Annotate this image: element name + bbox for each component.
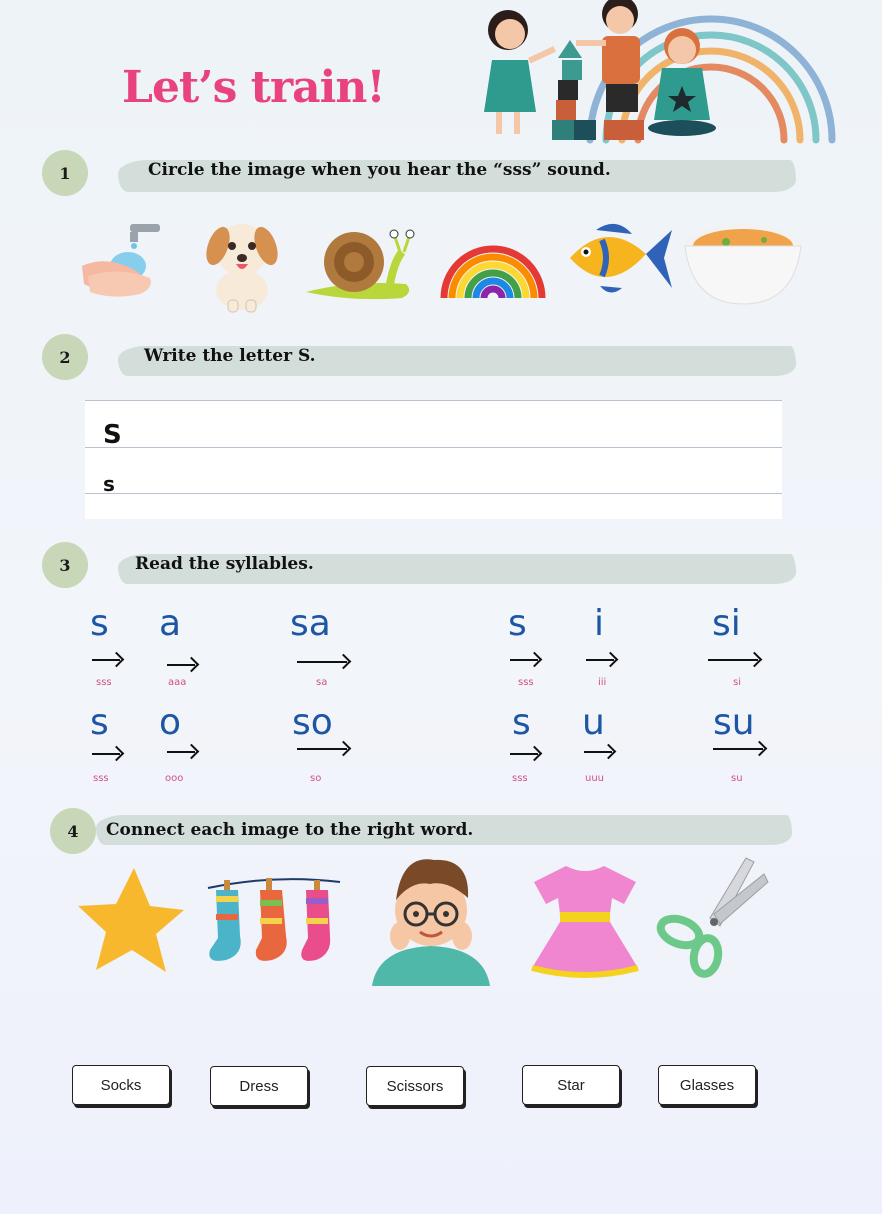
arrow-right-icon [167, 664, 195, 666]
sound-uuu: uuu [585, 773, 605, 784]
letter-s: s [508, 603, 527, 644]
writing-line-bottom [85, 493, 782, 494]
sound-sss: sss [93, 773, 109, 784]
arrow-right-icon [297, 748, 347, 750]
arrow-right-icon [92, 753, 120, 755]
sound-iii: iii [598, 677, 607, 688]
sound-sss: sss [518, 677, 534, 688]
writing-area[interactable] [85, 400, 782, 519]
letter-i: i [594, 603, 605, 644]
word-socks-button[interactable]: Socks [72, 1065, 170, 1105]
boy-glasses-icon[interactable] [368, 850, 494, 990]
section-4-badge: 4 [50, 808, 96, 854]
sound-sss: sss [512, 773, 528, 784]
syllable-su: su [713, 702, 755, 743]
girl-left-icon [484, 10, 556, 134]
puppy-icon[interactable] [198, 214, 286, 314]
girl-right-icon [648, 28, 716, 136]
letter-s: s [90, 702, 109, 743]
arrow-right-icon [708, 659, 758, 661]
arrow-right-icon [167, 751, 195, 753]
letter-u: u [582, 702, 605, 743]
word-glasses-button[interactable]: Glasses [658, 1065, 756, 1105]
letter-a: a [159, 603, 182, 644]
sound-sa: sa [316, 677, 328, 688]
syllable-so: so [292, 702, 333, 743]
section-1-instruction: Circle the image when you hear the “sss” sound. [148, 160, 611, 180]
washing-hands-icon[interactable] [78, 216, 162, 306]
sound-si: si [733, 677, 741, 688]
word-star-button[interactable]: Star [522, 1065, 620, 1105]
socks-icon[interactable] [204, 874, 344, 974]
syllable-si: si [712, 603, 741, 644]
arrow-right-icon [510, 659, 538, 661]
letter-o: o [159, 702, 182, 743]
page-title: Let’s train! [122, 62, 385, 113]
arrow-right-icon [713, 748, 763, 750]
fish-icon[interactable] [566, 214, 674, 302]
section-1-badge: 1 [42, 150, 88, 196]
arrow-right-icon [584, 751, 612, 753]
scissors-icon[interactable] [654, 856, 770, 980]
arrow-right-icon [510, 753, 538, 755]
sound-aaa: aaa [168, 677, 187, 688]
arrow-right-icon [586, 659, 614, 661]
uppercase-letter-example: S [103, 420, 122, 450]
word-scissors-button[interactable]: Scissors [366, 1066, 464, 1106]
soup-icon[interactable] [682, 216, 804, 308]
section-4-instruction: Connect each image to the right word. [106, 820, 474, 840]
word-dress-button[interactable]: Dress [210, 1066, 308, 1106]
section-2-badge: 2 [42, 334, 88, 380]
sound-sss: sss [96, 677, 112, 688]
dress-icon[interactable] [526, 860, 644, 980]
arrow-right-icon [297, 661, 347, 663]
writing-line-middle [85, 447, 782, 448]
sound-su: su [731, 773, 743, 784]
section-2-instruction: Write the letter S. [144, 346, 316, 366]
arrow-right-icon [92, 659, 120, 661]
lowercase-letter-example: s [103, 472, 115, 496]
section-3-instruction: Read the syllables. [135, 554, 314, 574]
sound-so: so [310, 773, 322, 784]
kids-playing-illustration [470, 0, 842, 145]
writing-line-top [85, 400, 782, 401]
section-3-badge: 3 [42, 542, 88, 588]
sound-ooo: ooo [165, 773, 184, 784]
snail-icon[interactable] [302, 222, 418, 302]
star-icon[interactable] [76, 866, 186, 976]
boy-middle-icon [576, 0, 640, 112]
rainbow-icon[interactable] [438, 214, 548, 300]
letter-s: s [90, 603, 109, 644]
letter-s: s [512, 702, 531, 743]
syllable-sa: sa [290, 603, 331, 644]
